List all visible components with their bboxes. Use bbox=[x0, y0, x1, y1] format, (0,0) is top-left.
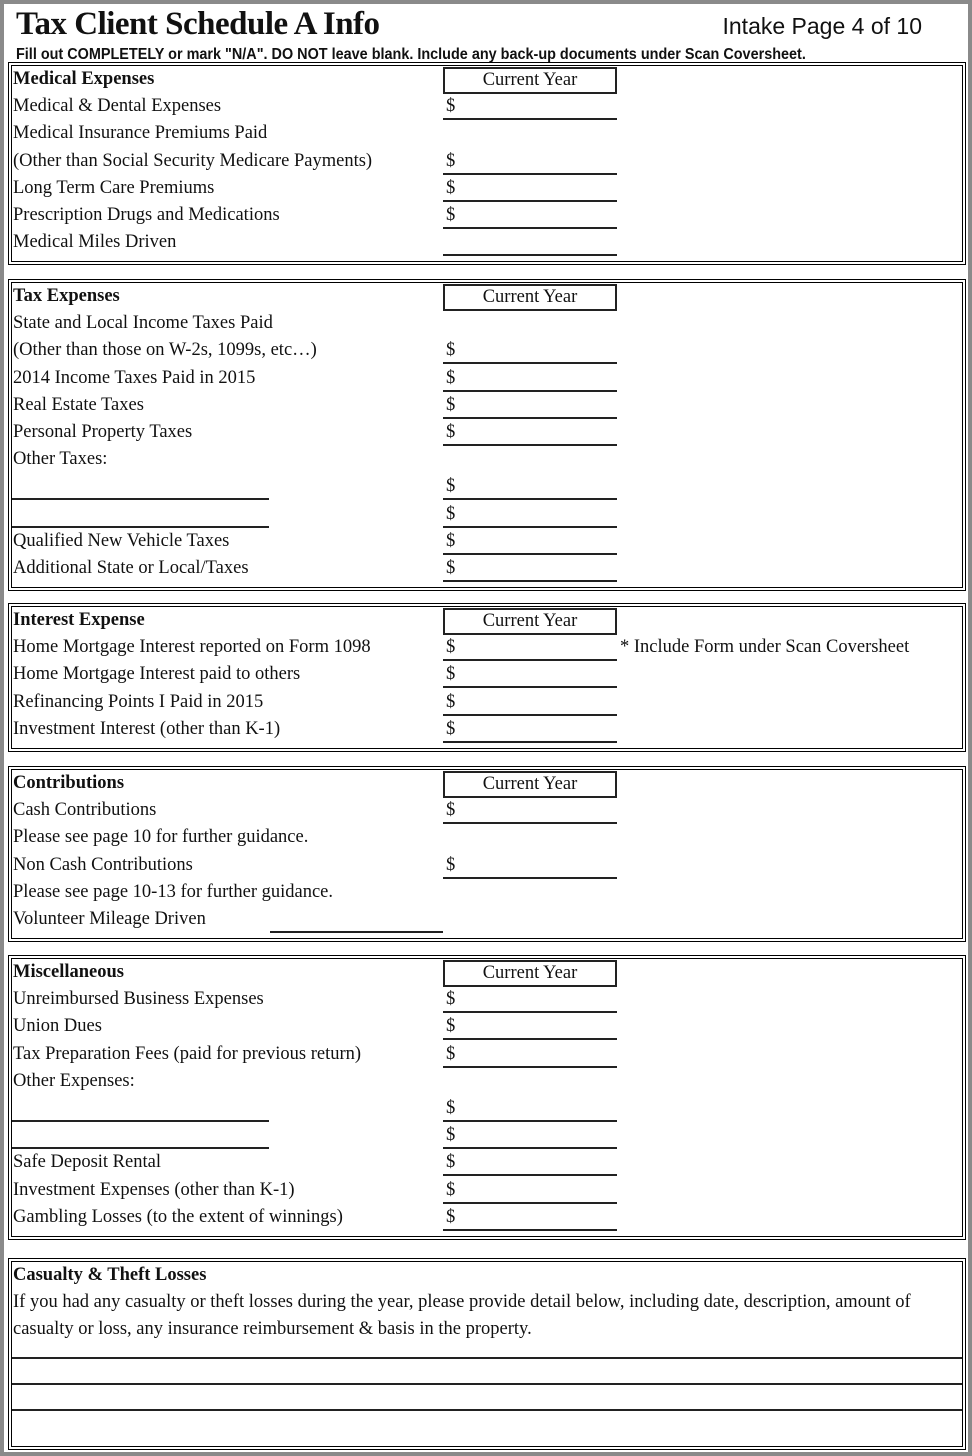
dollar-sign: $ bbox=[446, 1016, 456, 1037]
row-label: Additional State or Local/Taxes bbox=[13, 557, 249, 578]
row-label: Prescription Drugs and Medications bbox=[13, 204, 280, 225]
section-contributions bbox=[8, 766, 966, 942]
form-row bbox=[12, 365, 962, 392]
row-label: Home Mortgage Interest paid to others bbox=[13, 664, 301, 685]
form-row bbox=[12, 661, 962, 688]
dollar-sign: $ bbox=[446, 1206, 456, 1227]
form-row bbox=[12, 419, 962, 446]
casualty-detail-line-2[interactable] bbox=[12, 1383, 962, 1409]
amount-field[interactable] bbox=[443, 473, 617, 500]
section-title: Casualty & Theft Losses bbox=[13, 1265, 207, 1285]
row-label: (Other than Social Security Medicare Payments) bbox=[13, 150, 373, 171]
row-label: Real Estate Taxes bbox=[13, 394, 144, 415]
row-label: Long Term Care Premiums bbox=[13, 177, 215, 198]
section-miscellaneous bbox=[8, 955, 966, 1240]
other-description-field[interactable] bbox=[12, 473, 269, 500]
dollar-sign: $ bbox=[446, 800, 456, 821]
mileage-field[interactable] bbox=[270, 906, 443, 933]
amount-field[interactable] bbox=[443, 1041, 617, 1068]
amount-field[interactable] bbox=[443, 852, 617, 879]
dollar-sign: $ bbox=[446, 530, 456, 551]
row-label: Union Dues bbox=[13, 1016, 102, 1037]
form-row bbox=[12, 392, 962, 419]
dollar-sign: $ bbox=[446, 367, 456, 388]
row-label: State and Local Income Taxes Paid bbox=[13, 313, 273, 334]
amount-field[interactable] bbox=[443, 175, 617, 202]
page-number: Intake Page 4 of 10 bbox=[722, 13, 922, 39]
form-row bbox=[12, 229, 962, 256]
amount-field[interactable] bbox=[443, 501, 617, 528]
dollar-sign: $ bbox=[446, 989, 456, 1010]
amount-field[interactable] bbox=[443, 392, 617, 419]
dollar-sign: $ bbox=[446, 557, 456, 578]
row-label: Other Taxes: bbox=[13, 449, 108, 470]
form-row bbox=[12, 93, 962, 120]
row-label: Home Mortgage Interest reported on Form 1098 bbox=[13, 637, 371, 658]
dollar-sign: $ bbox=[446, 1179, 456, 1200]
dollar-sign: $ bbox=[446, 1125, 456, 1146]
amount-field[interactable] bbox=[443, 1095, 617, 1122]
amount-field[interactable] bbox=[443, 797, 617, 824]
dollar-sign: $ bbox=[446, 503, 456, 524]
dollar-sign: $ bbox=[446, 204, 456, 225]
row-label: Refinancing Points I Paid in 2015 bbox=[13, 691, 264, 712]
row-label: Please see page 10-13 for further guidance. bbox=[13, 881, 334, 902]
dollar-sign: $ bbox=[446, 394, 456, 415]
section-title: Tax Expenses bbox=[13, 286, 120, 306]
form-row bbox=[12, 1177, 962, 1204]
row-label: Volunteer Mileage Driven bbox=[13, 908, 206, 929]
amount-field[interactable] bbox=[443, 986, 617, 1013]
amount-field[interactable] bbox=[443, 1177, 617, 1204]
other-description-field[interactable] bbox=[12, 1122, 269, 1149]
amount-field[interactable] bbox=[443, 1149, 617, 1176]
amount-field[interactable] bbox=[443, 716, 617, 743]
row-label: Non Cash Contributions bbox=[13, 854, 193, 875]
dollar-sign: $ bbox=[446, 177, 456, 198]
form-row bbox=[12, 1013, 962, 1040]
section-header-row bbox=[12, 283, 962, 310]
section-bottom-padding bbox=[12, 933, 962, 938]
dollar-sign: $ bbox=[446, 1152, 456, 1173]
form-row bbox=[12, 1095, 962, 1122]
amount-field[interactable] bbox=[443, 661, 617, 688]
section-header-row bbox=[12, 770, 962, 797]
casualty-detail-line-3[interactable] bbox=[12, 1409, 962, 1439]
dollar-sign: $ bbox=[446, 691, 456, 712]
dollar-sign: $ bbox=[446, 637, 456, 658]
dollar-sign: $ bbox=[446, 96, 456, 117]
other-description-field[interactable] bbox=[12, 1095, 269, 1122]
row-label: (Other than those on W-2s, 1099s, etc…) bbox=[13, 340, 317, 361]
dollar-sign: $ bbox=[446, 150, 456, 171]
row-label: Safe Deposit Rental bbox=[13, 1152, 161, 1173]
form-row bbox=[12, 879, 962, 906]
amount-field[interactable] bbox=[443, 148, 617, 175]
section-header-row bbox=[12, 959, 962, 986]
amount-field[interactable] bbox=[443, 528, 617, 555]
form-row bbox=[12, 716, 962, 743]
form-row bbox=[12, 1149, 962, 1176]
form-row bbox=[12, 986, 962, 1013]
row-label: Tax Preparation Fees (paid for previous return) bbox=[13, 1043, 362, 1064]
casualty-instructions: If you had any casualty or theft losses during the year, please provide detail below, including date, description, amount of casualty or loss, any insurance reimbursement & basis in the property. bbox=[13, 1292, 911, 1339]
form-row bbox=[12, 797, 962, 824]
row-label: Investment Expenses (other than K-1) bbox=[13, 1179, 295, 1200]
section-title: Interest Expense bbox=[13, 610, 145, 630]
form-row bbox=[12, 555, 962, 582]
form-row bbox=[12, 310, 962, 337]
other-description-field[interactable] bbox=[12, 501, 269, 528]
section-interest-expense bbox=[8, 603, 966, 752]
section-title: Contributions bbox=[13, 773, 125, 793]
form-row bbox=[12, 446, 962, 473]
row-label: Unreimbursed Business Expenses bbox=[13, 989, 264, 1010]
miles-field[interactable] bbox=[443, 229, 617, 256]
dollar-sign: $ bbox=[446, 1043, 456, 1064]
form-row bbox=[12, 202, 962, 229]
dollar-sign: $ bbox=[446, 340, 456, 361]
dollar-sign: $ bbox=[446, 718, 456, 739]
row-label: 2014 Income Taxes Paid in 2015 bbox=[13, 367, 256, 388]
section-medical-expenses bbox=[8, 62, 966, 265]
current-year-column-header: Current Year bbox=[443, 67, 617, 94]
row-label: Medical Insurance Premiums Paid bbox=[13, 123, 268, 144]
form-row bbox=[12, 1041, 962, 1068]
row-label: Cash Contributions bbox=[13, 800, 157, 821]
row-label: Gambling Losses (to the extent of winnings) bbox=[13, 1206, 343, 1227]
section-bottom-padding bbox=[12, 582, 962, 587]
section-bottom-padding bbox=[12, 1231, 962, 1236]
amount-field[interactable] bbox=[443, 1204, 617, 1231]
row-label: Investment Interest (other than K-1) bbox=[13, 718, 281, 739]
form-row bbox=[12, 634, 962, 661]
amount-field[interactable] bbox=[443, 365, 617, 392]
current-year-column-header: Current Year bbox=[443, 608, 617, 635]
row-note: * Include Form under Scan Coversheet bbox=[620, 637, 910, 658]
form-row bbox=[12, 852, 962, 879]
section-title: Miscellaneous bbox=[13, 962, 124, 982]
form-row bbox=[12, 1204, 962, 1231]
dollar-sign: $ bbox=[446, 854, 456, 875]
instructions: Fill out COMPLETELY or mark "N/A". DO NOT leave blank. Include any back-up documents under Scan Coversheet. bbox=[16, 46, 806, 63]
form-row bbox=[12, 148, 962, 175]
form-row bbox=[12, 337, 962, 364]
row-label: Medical & Dental Expenses bbox=[13, 96, 222, 117]
form-row bbox=[12, 824, 962, 851]
section-bottom-padding bbox=[12, 256, 962, 261]
form-row bbox=[12, 528, 962, 555]
amount-field[interactable] bbox=[443, 689, 617, 716]
page-title: Tax Client Schedule A Info bbox=[16, 6, 380, 42]
amount-field[interactable] bbox=[443, 419, 617, 446]
dollar-sign: $ bbox=[446, 421, 456, 442]
row-label: Other Expenses: bbox=[13, 1070, 135, 1091]
amount-field[interactable] bbox=[443, 93, 617, 120]
amount-field[interactable] bbox=[443, 1122, 617, 1149]
dollar-sign: $ bbox=[446, 664, 456, 685]
form-row bbox=[12, 120, 962, 147]
form-page bbox=[4, 4, 968, 1452]
amount-field[interactable] bbox=[443, 555, 617, 582]
amount-field[interactable] bbox=[443, 337, 617, 364]
section-bottom-padding bbox=[12, 743, 962, 748]
row-label: Please see page 10 for further guidance. bbox=[13, 827, 309, 848]
amount-field[interactable] bbox=[443, 1013, 617, 1040]
section-tax-expenses bbox=[8, 279, 966, 591]
current-year-column-header: Current Year bbox=[443, 771, 617, 798]
section-title: Medical Expenses bbox=[13, 69, 155, 89]
form-row bbox=[12, 689, 962, 716]
section-header-row bbox=[12, 607, 962, 634]
form-row bbox=[12, 1068, 962, 1095]
form-row bbox=[12, 175, 962, 202]
amount-field[interactable] bbox=[443, 202, 617, 229]
form-row bbox=[12, 473, 962, 500]
form-row bbox=[12, 906, 962, 933]
dollar-sign: $ bbox=[446, 1097, 456, 1118]
casualty-detail-line-1[interactable] bbox=[12, 1357, 962, 1383]
current-year-column-header: Current Year bbox=[443, 960, 617, 987]
form-row bbox=[12, 1122, 962, 1149]
amount-field[interactable] bbox=[443, 634, 617, 661]
section-casualty-theft-losses bbox=[8, 1258, 966, 1450]
row-label: Personal Property Taxes bbox=[13, 421, 193, 442]
dollar-sign: $ bbox=[446, 476, 456, 497]
form-row bbox=[12, 501, 962, 528]
section-header-row bbox=[12, 66, 962, 93]
current-year-column-header: Current Year bbox=[443, 284, 617, 311]
row-label: Qualified New Vehicle Taxes bbox=[13, 530, 230, 551]
row-label: Medical Miles Driven bbox=[13, 232, 177, 253]
